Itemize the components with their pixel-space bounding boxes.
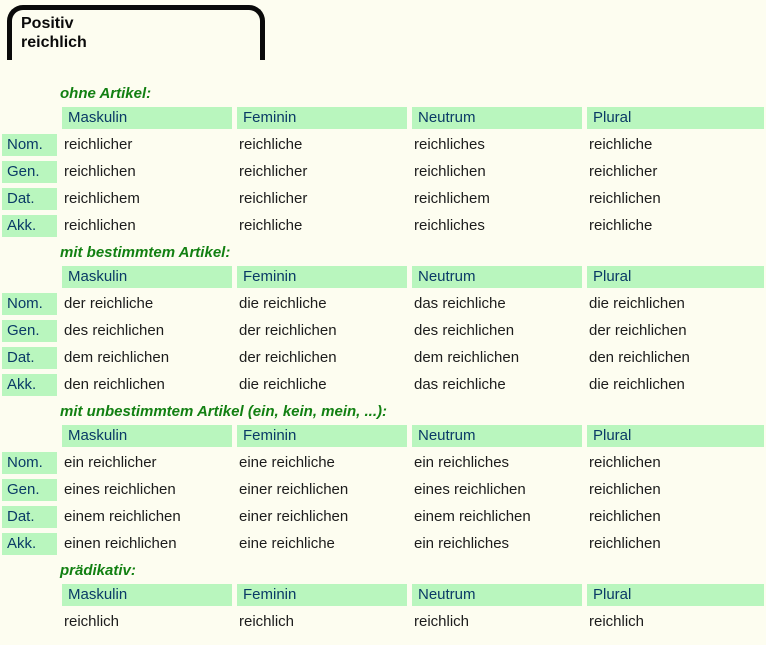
section-title: mit unbestimmtem Artikel (ein, kein, mein, ...): xyxy=(60,403,388,420)
form-cell: reichlichen xyxy=(64,217,136,234)
form-cell: reichlichen xyxy=(64,163,136,180)
form-cell: der reichlichen xyxy=(589,322,687,339)
form-cell: reichlichen xyxy=(589,481,661,498)
column-header-plural: Plural xyxy=(587,584,764,606)
section-title: ohne Artikel: xyxy=(60,85,152,102)
section-title: prädikativ: xyxy=(60,562,136,579)
column-header-feminin: Feminin xyxy=(237,266,407,288)
form-cell: reichliche xyxy=(589,136,653,153)
form-cell: reichlich xyxy=(64,613,120,630)
form-cell: einer reichlichen xyxy=(239,508,349,525)
form-cell: reichlicher xyxy=(239,190,308,207)
column-header-maskulin: Maskulin xyxy=(62,425,232,447)
form-cell: den reichlichen xyxy=(589,349,690,366)
degree-label: Positiv xyxy=(21,15,74,32)
case-label-akk: Akk. xyxy=(2,374,57,396)
form-cell: reichlicher xyxy=(64,136,133,153)
declension-tables xyxy=(2,83,764,638)
form-cell: reichlich xyxy=(414,613,470,630)
table-row xyxy=(2,134,764,156)
column-header-plural: Plural xyxy=(587,266,764,288)
form-cell: reichlichen xyxy=(589,535,661,552)
column-header-feminin: Feminin xyxy=(237,107,407,129)
form-cell: den reichlichen xyxy=(64,376,165,393)
table-row xyxy=(2,479,764,501)
header-spacer xyxy=(2,584,57,606)
word-tab xyxy=(7,5,265,60)
form-cell: dem reichlichen xyxy=(414,349,520,366)
column-header-feminin: Feminin xyxy=(237,584,407,606)
table-row xyxy=(2,533,764,555)
form-cell: eine reichliche xyxy=(239,535,335,552)
form-cell: reichliche xyxy=(239,217,303,234)
form-cell: reichlichen xyxy=(589,454,661,471)
column-header-row xyxy=(2,266,764,288)
case-label-gen: Gen. xyxy=(2,479,57,501)
table-row xyxy=(2,347,764,369)
form-cell: reichlich xyxy=(589,613,645,630)
column-header-neutrum: Neutrum xyxy=(412,425,582,447)
column-header-row xyxy=(2,584,764,606)
table-row xyxy=(2,452,764,474)
table-row xyxy=(2,188,764,210)
form-cell: eines reichlichen xyxy=(414,481,526,498)
case-label-dat: Dat. xyxy=(2,347,57,369)
form-cell: ein reichliches xyxy=(414,454,510,471)
form-cell: reichlicher xyxy=(589,163,658,180)
form-cell: das reichliche xyxy=(414,295,506,312)
header-spacer xyxy=(2,425,57,447)
case-label-nom: Nom. xyxy=(2,452,57,474)
case-label-dat: Dat. xyxy=(2,188,57,210)
empty-case-label xyxy=(2,611,57,633)
table-row xyxy=(2,215,764,237)
form-cell: die reichliche xyxy=(239,295,327,312)
form-cell: des reichlichen xyxy=(64,322,165,339)
form-cell: reichliche xyxy=(589,217,653,234)
column-header-row xyxy=(2,425,764,447)
column-header-maskulin: Maskulin xyxy=(62,266,232,288)
section-ohne-artikel xyxy=(2,83,764,237)
column-header-row xyxy=(2,107,764,129)
case-label-dat: Dat. xyxy=(2,506,57,528)
form-cell: das reichliche xyxy=(414,376,506,393)
form-cell: reichlicher xyxy=(239,163,308,180)
header-spacer xyxy=(2,266,57,288)
form-cell: die reichlichen xyxy=(589,295,685,312)
section-unbestimmter-artikel xyxy=(2,401,764,555)
form-cell: die reichliche xyxy=(239,376,327,393)
table-row xyxy=(2,161,764,183)
form-cell: ein reichlicher xyxy=(64,454,157,471)
form-cell: reichlich xyxy=(239,613,295,630)
column-header-maskulin: Maskulin xyxy=(62,584,232,606)
form-cell: reichlichen xyxy=(589,190,661,207)
form-cell: reichlichem xyxy=(64,190,140,207)
case-label-akk: Akk. xyxy=(2,215,57,237)
word-label: reichlich xyxy=(21,34,87,51)
form-cell: eines reichlichen xyxy=(64,481,176,498)
form-cell: der reichlichen xyxy=(239,349,337,366)
table-row xyxy=(2,320,764,342)
form-cell: reichlichen xyxy=(414,163,486,180)
form-cell: einem reichlichen xyxy=(414,508,531,525)
section-praedikativ xyxy=(2,560,764,633)
form-cell: reichlichem xyxy=(414,190,490,207)
column-header-neutrum: Neutrum xyxy=(412,584,582,606)
case-label-gen: Gen. xyxy=(2,161,57,183)
form-cell: des reichlichen xyxy=(414,322,515,339)
form-cell: eine reichliche xyxy=(239,454,335,471)
column-header-neutrum: Neutrum xyxy=(412,266,582,288)
header-spacer xyxy=(2,107,57,129)
section-title: mit bestimmtem Artikel: xyxy=(60,244,231,261)
form-cell: reichlichen xyxy=(589,508,661,525)
form-cell: dem reichlichen xyxy=(64,349,170,366)
case-label-akk: Akk. xyxy=(2,533,57,555)
case-label-gen: Gen. xyxy=(2,320,57,342)
column-header-feminin: Feminin xyxy=(237,425,407,447)
column-header-plural: Plural xyxy=(587,107,764,129)
column-header-maskulin: Maskulin xyxy=(62,107,232,129)
form-cell: einen reichlichen xyxy=(64,535,177,552)
table-row xyxy=(2,506,764,528)
case-label-nom: Nom. xyxy=(2,134,57,156)
case-label-nom: Nom. xyxy=(2,293,57,315)
form-cell: reichliche xyxy=(239,136,303,153)
form-cell: einer reichlichen xyxy=(239,481,349,498)
form-cell: reichliches xyxy=(414,136,485,153)
column-header-plural: Plural xyxy=(587,425,764,447)
section-bestimmter-artikel xyxy=(2,242,764,396)
form-cell: der reichliche xyxy=(64,295,154,312)
table-row xyxy=(2,293,764,315)
form-cell: reichliches xyxy=(414,217,485,234)
form-cell: ein reichliches xyxy=(414,535,510,552)
form-cell: einem reichlichen xyxy=(64,508,181,525)
form-cell: der reichlichen xyxy=(239,322,337,339)
column-header-neutrum: Neutrum xyxy=(412,107,582,129)
form-cell: die reichlichen xyxy=(589,376,685,393)
table-row xyxy=(2,611,764,633)
table-row xyxy=(2,374,764,396)
